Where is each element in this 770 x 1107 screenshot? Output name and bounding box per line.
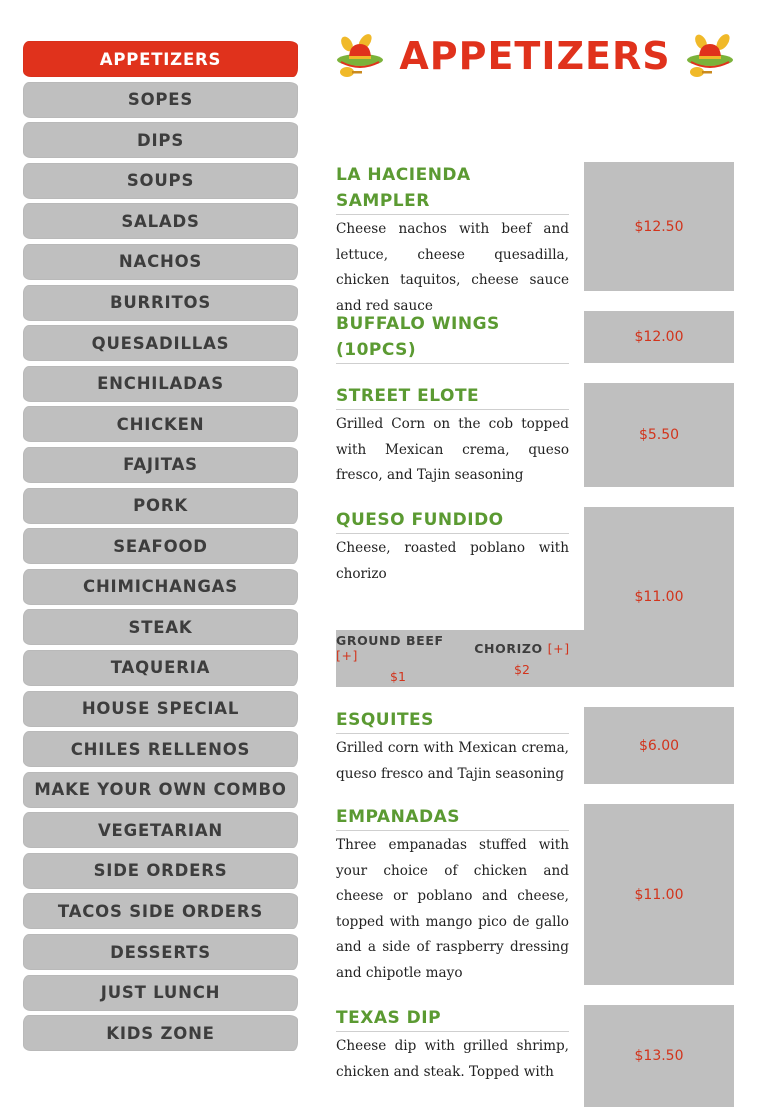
addon-option[interactable] [460, 630, 584, 687]
category-nachos-button[interactable]: NACHOS [23, 244, 298, 280]
item-name: TEXAS DIP [336, 1005, 569, 1032]
item-description: Cheese, roasted poblano with chorizo [336, 540, 569, 582]
section-header [336, 28, 734, 84]
addon-name [336, 633, 460, 663]
category-appetizers-button[interactable]: APPETIZERS [23, 41, 298, 77]
menu-item [336, 1005, 734, 1080]
category-make-your-own-combo-button[interactable]: MAKE YOUR OWN COMBO [23, 772, 298, 808]
category-taqueria-button[interactable]: TAQUERIA [23, 650, 298, 686]
category-side-orders-button[interactable]: SIDE ORDERS [23, 853, 298, 889]
category-chimichangas-button[interactable]: CHIMICHANGAS [23, 569, 298, 605]
category-sidebar [23, 41, 298, 1056]
sombrero-maracas-icon [685, 32, 735, 80]
price-box [584, 707, 734, 784]
category-chicken-button[interactable]: CHICKEN [23, 406, 298, 442]
item-price: $6.00 [638, 737, 680, 754]
item-description: Cheese dip with grilled shrimp, chicken and steak. Topped with [336, 1038, 569, 1080]
addon-price: $1 [390, 669, 406, 684]
item-name: ESQUITES [336, 707, 569, 734]
menu-item [336, 804, 734, 985]
category-just-lunch-button[interactable]: JUST LUNCH [23, 975, 298, 1011]
item-description: Grilled Corn on the cob topped with Mexican crema, queso fresco, and Tajin seasoning [336, 416, 569, 484]
item-description: Grilled corn with Mexican crema, queso fresco and Tajin seasoning [336, 740, 569, 782]
category-quesadillas-button[interactable]: QUESADILLAS [23, 325, 298, 361]
addons-panel [336, 630, 584, 687]
category-house-special-button[interactable]: HOUSE SPECIAL [23, 691, 298, 727]
price-box [584, 1005, 734, 1107]
category-tacos-side-orders-button[interactable]: TACOS SIDE ORDERS [23, 893, 298, 929]
item-price: $13.50 [634, 1048, 684, 1064]
item-name: EMPANADAS [336, 804, 569, 831]
category-kids-zone-button[interactable]: KIDS ZONE [23, 1015, 298, 1051]
category-sopes-button[interactable]: SOPES [23, 82, 298, 118]
category-seafood-button[interactable]: SEAFOOD [23, 528, 298, 564]
addon-name [474, 641, 569, 656]
category-salads-button[interactable]: SALADS [23, 203, 298, 239]
item-name: QUESO FUNDIDO [336, 507, 569, 534]
menu-item [336, 707, 734, 784]
price-box [584, 311, 734, 363]
sombrero-maracas-icon [335, 32, 385, 80]
price-box [584, 162, 734, 291]
price-box [584, 507, 734, 687]
category-steak-button[interactable]: STEAK [23, 609, 298, 645]
item-price: $5.50 [638, 427, 680, 443]
item-price: $11.00 [634, 589, 684, 605]
category-pork-button[interactable]: PORK [23, 488, 298, 524]
item-price: $11.00 [634, 886, 684, 903]
category-soups-button[interactable]: SOUPS [23, 163, 298, 199]
category-vegetarian-button[interactable]: VEGETARIAN [23, 812, 298, 848]
item-description: Cheese nachos with beef and lettuce, cheese quesadilla, chicken taquitos, cheese sauce and red sauce [336, 221, 569, 314]
addon-price: $2 [514, 661, 530, 677]
menu-item [336, 383, 734, 487]
item-name: LA HACIENDA SAMPLER [336, 162, 569, 215]
category-desserts-button[interactable]: DESSERTS [23, 934, 298, 970]
add-icon: [+] [336, 648, 359, 663]
page-title: APPETIZERS [399, 34, 671, 78]
menu-item [336, 507, 734, 687]
addon-label: CHORIZO [474, 640, 543, 656]
category-dips-button[interactable]: DIPS [23, 122, 298, 158]
item-price: $12.00 [634, 329, 684, 345]
category-enchiladas-button[interactable]: ENCHILADAS [23, 366, 298, 402]
category-chiles-rellenos-button[interactable]: CHILES RELLENOS [23, 731, 298, 767]
item-name: STREET ELOTE [336, 383, 569, 410]
category-burritos-button[interactable]: BURRITOS [23, 285, 298, 321]
item-description: Three empanadas stuffed with your choice of chicken and cheese or poblano and cheese, topped with mango pico de gallo and a side of raspberry dressing and chipotle mayo [336, 837, 569, 981]
menu-item [336, 311, 734, 363]
price-box [584, 383, 734, 487]
addon-option[interactable] [336, 630, 460, 687]
menu-item [336, 162, 734, 314]
category-fajitas-button[interactable]: FAJITAS [23, 447, 298, 483]
item-name: BUFFALO WINGS (10PCS) [336, 311, 569, 364]
item-price: $12.50 [634, 218, 684, 235]
addon-label: GROUND BEEF [336, 633, 444, 648]
add-icon: [+] [547, 640, 570, 656]
price-box [584, 804, 734, 985]
